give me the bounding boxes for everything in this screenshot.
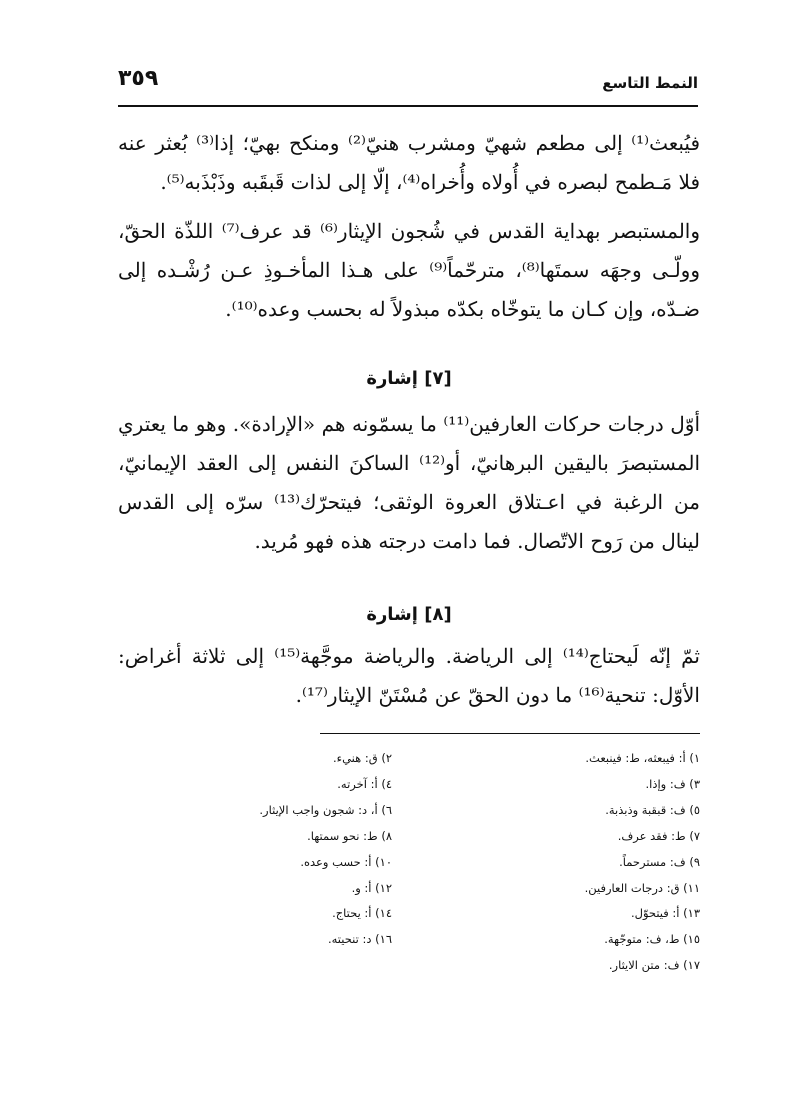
- footnote: ١٣) أ: فيتحوّل.: [630, 906, 700, 921]
- footnote: ٢) ق: هنيء.: [333, 751, 392, 765]
- footnote: ٧) ط: فقد عرف.: [617, 828, 700, 843]
- paragraph-2: والمستبصر بهداية القدس في شُجون الإيثار⁽⁶⁾ قد عرف⁽⁷⁾ اللذّة الحقّ، وولّـى وجهَه سمتَها⁽⁸⁾، مترحّماً⁽⁹⁾ على هـذا المأخـوذِ عـن رُشْـده إلى ضـدّه، وإن كـان ما يتوخّاه بكدّه مبذولاً له بحسب وعده⁽¹⁰⁾.: [118, 219, 700, 321]
- footnote: ١٥) ط، ف: متوجّهة.: [604, 932, 700, 947]
- footnote: ١٦) د: تنحيته.: [327, 932, 392, 947]
- footnote: ٩) ف: مسترحماً.: [619, 854, 700, 869]
- header-divider: [118, 105, 698, 107]
- footnote-divider: [320, 733, 700, 734]
- footnote: ١٠) أ: حسب وعده.: [300, 854, 392, 869]
- footnotes-left-column: [142, 746, 392, 953]
- paragraph-4: ثمّ إنّه لَيحتاج⁽¹⁴⁾ إلى الرياضة. والرياضة موجَّهة⁽¹⁵⁾ إلى ثلاثة أغراض: الأوّل: تنحية⁽¹⁶⁾ ما دون الحقّ عن مُسْتَنّ الإيثار⁽¹⁷⁾.: [118, 644, 700, 707]
- page-header: [118, 62, 698, 102]
- footnote: ٦) أ، د: شجون واجب الإيثار.: [259, 802, 392, 817]
- section-heading-7: [٧] إشارة: [366, 368, 452, 389]
- footnote: ٥) ف: قبقبة وذبذبة.: [605, 802, 700, 817]
- footnote: ١) أ: فيبعثه، ط: فينبعث.: [585, 751, 700, 765]
- running-title: النمط التاسع: [602, 74, 698, 92]
- page-number: ٣٥٩: [118, 66, 159, 91]
- footnote: ٨) ط: نحو سمتها.: [307, 828, 392, 843]
- footnote: ١٢) أ: و.: [351, 880, 392, 895]
- paragraph-1: فيُبعث⁽¹⁾ إلى مطعم شهيّ ومشرب هنيّ⁽²⁾ ومنكح بهيّ؛ إذا⁽³⁾ بُعثر عنه فلا مَـطمح لبصره في أُولاه وأُخراه⁽⁴⁾، إلّا إلى لذات قَبقَبه وذَبْذَبه⁽⁵⁾.: [118, 131, 701, 194]
- footnotes-right-column: [450, 746, 700, 979]
- section-heading-8: [٨] إشارة: [366, 604, 452, 625]
- paragraph-3: أوّل درجات حركات العارفين⁽¹¹⁾ ما يسمّونه هم «الإرادة». وهو ما يعتري المستبصرَ باليقين البرهانيّ، أو⁽¹²⁾ الساكنَ النفس إلى العقد الإيمانيّ، من الرغبة في اعـتلاق العروة الوثقى؛ فيتحرّك⁽¹³⁾ سرّه إلى القدس لينال من رَوح الاتّصال. فما دامت درجته هذه فهو مُريد.: [118, 412, 700, 553]
- footnote: ٣) ف: وإذا.: [645, 776, 700, 791]
- footnote: ١٧) ف: متن الايثار.: [608, 958, 700, 973]
- footnote: ١١) ق: درجات العارفين.: [584, 880, 700, 895]
- footnote: ٤) أ: آخرته.: [337, 776, 392, 791]
- footnote: ١٤) أ: يحتاج.: [332, 906, 392, 921]
